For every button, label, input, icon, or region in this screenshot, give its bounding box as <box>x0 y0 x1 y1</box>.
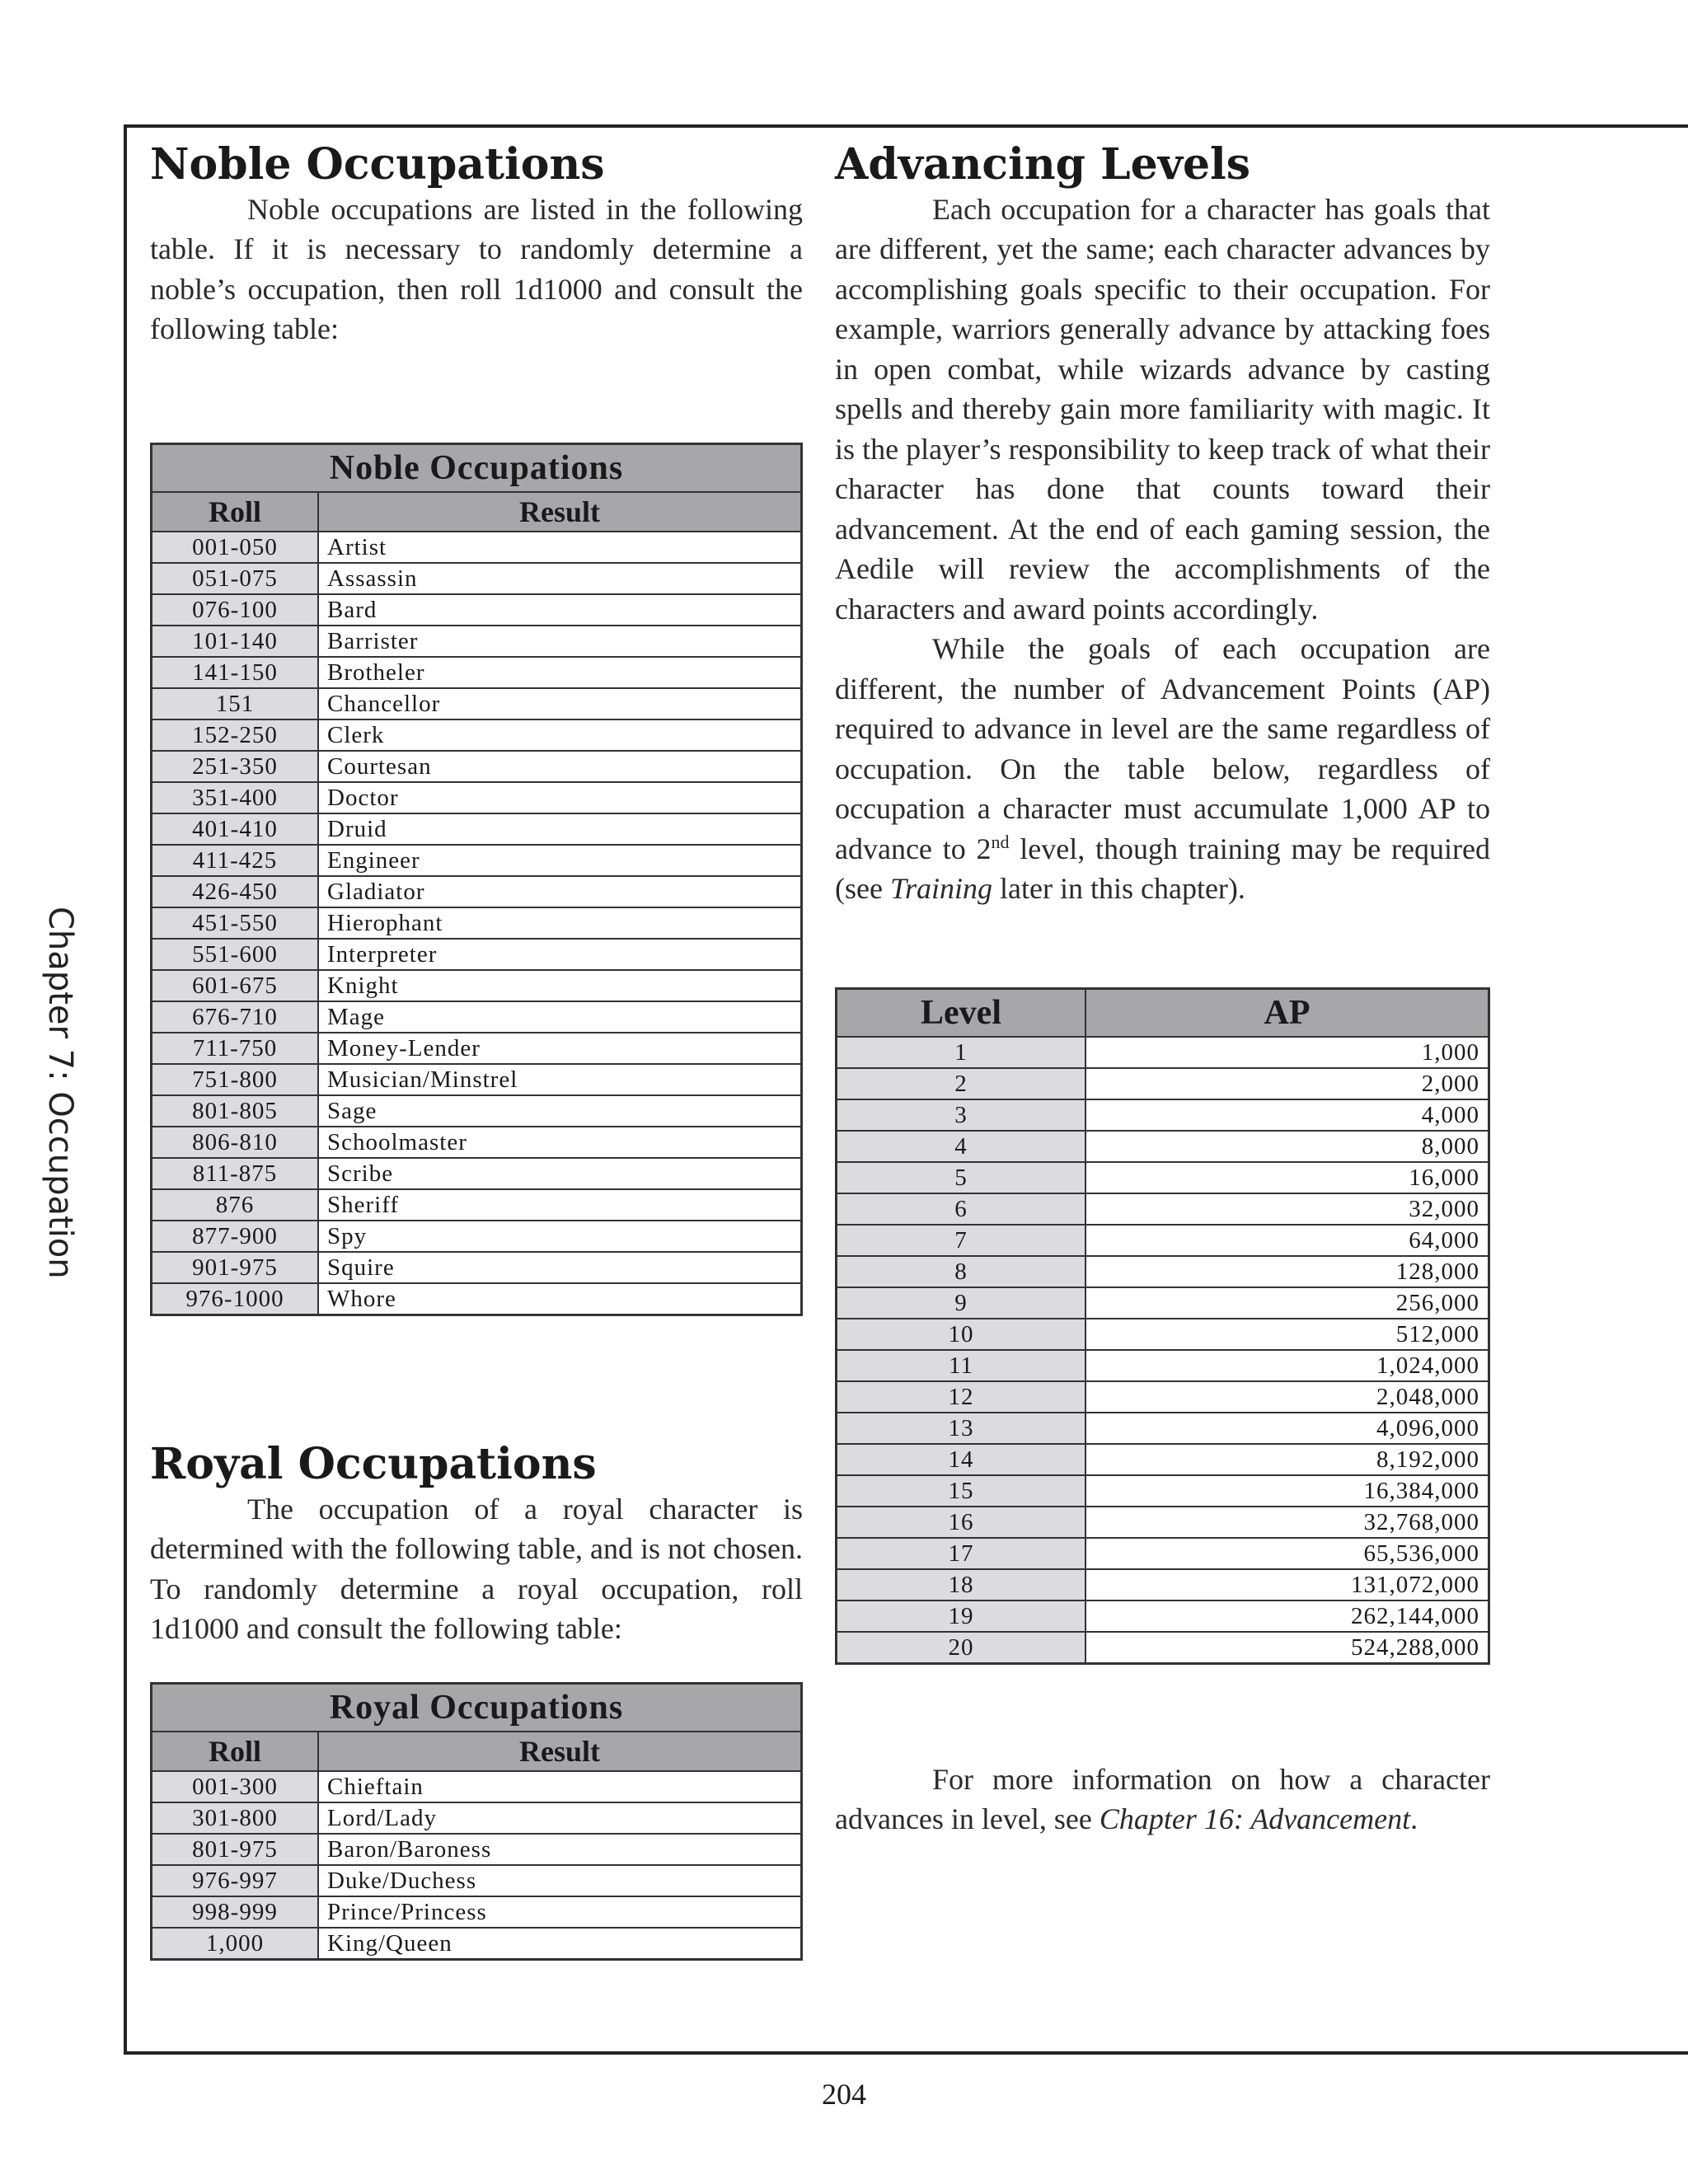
advancing-paragraph-2: While the goals of each occupation are different, the number of Advancement Points (AP) required to advance in level are the same regardless of occupation. On the table below, regardless of occupation a character must accumulate 1,000 AP to advance to 2nd level, though training may be required (see Training later in this chapter). <box>835 632 1490 906</box>
level-row-level: 10 <box>837 1319 1086 1350</box>
level-row <box>837 1538 1489 1569</box>
noble-row-result: Courtesan <box>318 751 802 782</box>
royal-table-title: Royal Occupations <box>152 1683 802 1732</box>
noble-row <box>152 907 802 939</box>
level-row <box>837 1601 1489 1632</box>
level-row-level: 3 <box>837 1099 1086 1131</box>
level-row-level: 2 <box>837 1068 1086 1099</box>
level-row <box>837 1287 1489 1319</box>
noble-row-result: Interpreter <box>318 939 802 970</box>
level-row-ap: 2,000 <box>1085 1068 1489 1099</box>
noble-row-result: Sage <box>318 1095 802 1127</box>
level-row-level: 4 <box>837 1131 1086 1162</box>
noble-row-result: Brotheler <box>318 657 802 688</box>
level-row-ap: 32,768,000 <box>1085 1507 1489 1538</box>
royal-col-result: Result <box>318 1732 802 1771</box>
noble-row-result: Assassin <box>318 563 802 594</box>
level-row-ap: 4,096,000 <box>1085 1413 1489 1444</box>
royal-heading: Royal Occupations <box>150 1438 597 1489</box>
training-reference: Training <box>889 872 993 906</box>
noble-row <box>152 939 802 970</box>
noble-row-roll: 806-810 <box>152 1127 319 1158</box>
levels-col-ap: AP <box>1085 988 1489 1037</box>
level-row-ap: 32,000 <box>1085 1193 1489 1225</box>
level-row <box>837 1099 1489 1131</box>
noble-row-roll: 901-975 <box>152 1252 319 1283</box>
level-row <box>837 1256 1489 1287</box>
royal-paragraph: The occupation of a royal character is determined with the following table, and is not chosen. To randomly determine a royal occupation, roll 1d1000 and consult the following table: <box>150 1492 803 1646</box>
levels-table <box>835 987 1490 1665</box>
noble-row <box>152 719 802 751</box>
level-row-level: 13 <box>837 1413 1086 1444</box>
noble-row-roll: 401-410 <box>152 813 319 845</box>
royal-row-result: Prince/Princess <box>318 1896 802 1928</box>
noble-row-roll: 251-350 <box>152 751 319 782</box>
noble-row <box>152 1001 802 1033</box>
noble-row <box>152 594 802 626</box>
level-row-ap: 16,384,000 <box>1085 1475 1489 1507</box>
royal-row-result: King/Queen <box>318 1928 802 1960</box>
noble-row-roll: 751-800 <box>152 1064 319 1095</box>
noble-row-roll: 451-550 <box>152 907 319 939</box>
noble-table <box>150 443 803 1316</box>
royal-row-roll: 998-999 <box>152 1896 319 1928</box>
noble-row <box>152 657 802 688</box>
noble-row-result: Doctor <box>318 782 802 813</box>
page-number: 204 <box>822 2078 866 2111</box>
noble-row-result: Druid <box>318 813 802 845</box>
noble-row <box>152 970 802 1001</box>
royal-row-result: Duke/Duchess <box>318 1865 802 1896</box>
noble-row-result: Schoolmaster <box>318 1127 802 1158</box>
noble-row-result: Mage <box>318 1001 802 1033</box>
noble-row <box>152 751 802 782</box>
royal-row <box>152 1865 802 1896</box>
noble-row-result: Knight <box>318 970 802 1001</box>
royal-row-roll: 301-800 <box>152 1802 319 1834</box>
royal-row <box>152 1928 802 1960</box>
noble-row <box>152 532 802 563</box>
noble-col-roll: Roll <box>152 492 319 532</box>
level-row-ap: 16,000 <box>1085 1162 1489 1193</box>
level-row <box>837 1193 1489 1225</box>
noble-row-roll: 141-150 <box>152 657 319 688</box>
level-row <box>837 1068 1489 1099</box>
noble-row-roll: 877-900 <box>152 1221 319 1252</box>
noble-row-result: Squire <box>318 1252 802 1283</box>
noble-row <box>152 688 802 719</box>
levels-col-level: Level <box>837 988 1086 1037</box>
level-row-level: 9 <box>837 1287 1086 1319</box>
level-row-level: 15 <box>837 1475 1086 1507</box>
royal-row <box>152 1802 802 1834</box>
level-row-level: 14 <box>837 1444 1086 1475</box>
level-row-ap: 1,024,000 <box>1085 1350 1489 1381</box>
noble-row <box>152 626 802 657</box>
noble-table-title: Noble Occupations <box>152 443 802 492</box>
noble-row-roll: 551-600 <box>152 939 319 970</box>
level-row-ap: 2,048,000 <box>1085 1381 1489 1413</box>
noble-row-result: Sheriff <box>318 1189 802 1221</box>
noble-row-result: Money-Lender <box>318 1033 802 1064</box>
noble-row <box>152 1252 802 1283</box>
chapter-side-label: Chapter 7: Occupation <box>41 907 79 1279</box>
noble-row-roll: 076-100 <box>152 594 319 626</box>
royal-row-result: Chieftain <box>318 1771 802 1802</box>
level-row-level: 19 <box>837 1601 1086 1632</box>
noble-row <box>152 813 802 845</box>
level-row-ap: 256,000 <box>1085 1287 1489 1319</box>
noble-table-body <box>152 532 802 1315</box>
noble-row <box>152 1221 802 1252</box>
right-column <box>835 140 1490 1840</box>
noble-row-roll: 001-050 <box>152 532 319 563</box>
advancing-paragraph-1: Each occupation for a character has goals that are different, yet the same; each character advances by accomplishing goals specific to their occupation. For example, warriors generally advance by attacking foes in open combat, while wizards advance by casting spells and thereby gain more familiarity with magic. It is the player’s responsibility to keep track of what their character has done that counts toward their advancement. At the end of each gaming session, the Aedile will review the accomplishments of the characters and award points accordingly. <box>835 192 1490 626</box>
noble-row-roll: 152-250 <box>152 719 319 751</box>
noble-row-result: Hierophant <box>318 907 802 939</box>
advancement-footer-paragraph: For more information on how a character advances in level, see Chapter 16: Advancement. <box>835 1762 1490 1836</box>
noble-row-result: Musician/Minstrel <box>318 1064 802 1095</box>
royal-row <box>152 1834 802 1865</box>
level-row <box>837 1037 1489 1068</box>
noble-row-result: Spy <box>318 1221 802 1252</box>
level-row-ap: 262,144,000 <box>1085 1601 1489 1632</box>
royal-row-roll: 1,000 <box>152 1928 319 1960</box>
level-row-ap: 128,000 <box>1085 1256 1489 1287</box>
level-row-ap: 8,000 <box>1085 1131 1489 1162</box>
level-row <box>837 1475 1489 1507</box>
noble-row-roll: 711-750 <box>152 1033 319 1064</box>
noble-row-result: Chancellor <box>318 688 802 719</box>
noble-row-roll: 976-1000 <box>152 1283 319 1315</box>
level-row-level: 1 <box>837 1037 1086 1068</box>
level-row <box>837 1319 1489 1350</box>
noble-paragraph: Noble occupations are listed in the following table. If it is necessary to randomly determine a noble’s occupation, then roll 1d1000 and consult the following table: <box>150 192 803 346</box>
level-row <box>837 1162 1489 1193</box>
noble-row-roll: 801-805 <box>152 1095 319 1127</box>
level-row-level: 8 <box>837 1256 1086 1287</box>
noble-row <box>152 1064 802 1095</box>
noble-row <box>152 845 802 876</box>
level-row <box>837 1413 1489 1444</box>
noble-row-result: Whore <box>318 1283 802 1315</box>
noble-row-roll: 426-450 <box>152 876 319 907</box>
level-row-level: 6 <box>837 1193 1086 1225</box>
noble-row <box>152 1189 802 1221</box>
noble-row-roll: 151 <box>152 688 319 719</box>
level-row-ap: 4,000 <box>1085 1099 1489 1131</box>
noble-row-roll: 411-425 <box>152 845 319 876</box>
level-row-ap: 1,000 <box>1085 1037 1489 1068</box>
level-row-level: 17 <box>837 1538 1086 1569</box>
level-row <box>837 1131 1489 1162</box>
level-row-level: 20 <box>837 1632 1086 1664</box>
level-row <box>837 1444 1489 1475</box>
level-row-level: 7 <box>837 1225 1086 1256</box>
noble-row-result: Barrister <box>318 626 802 657</box>
level-row-ap: 8,192,000 <box>1085 1444 1489 1475</box>
noble-row <box>152 876 802 907</box>
level-row-level: 16 <box>837 1507 1086 1538</box>
level-row-ap: 65,536,000 <box>1085 1538 1489 1569</box>
level-row <box>837 1225 1489 1256</box>
level-row-ap: 64,000 <box>1085 1225 1489 1256</box>
noble-row-result: Scribe <box>318 1158 802 1189</box>
noble-row <box>152 1283 802 1315</box>
noble-row-result: Artist <box>318 532 802 563</box>
level-row-ap: 524,288,000 <box>1085 1632 1489 1664</box>
noble-row <box>152 1127 802 1158</box>
noble-row <box>152 1158 802 1189</box>
royal-row-result: Lord/Lady <box>318 1802 802 1834</box>
noble-row-result: Bard <box>318 594 802 626</box>
royal-table-body <box>152 1771 802 1960</box>
royal-col-roll: Roll <box>152 1732 319 1771</box>
royal-row <box>152 1896 802 1928</box>
noble-row <box>152 1095 802 1127</box>
levels-table-body <box>837 1037 1489 1664</box>
noble-row-roll: 051-075 <box>152 563 319 594</box>
advancement-chapter-reference: Chapter 16: Advancement <box>1099 1802 1411 1836</box>
noble-row <box>152 563 802 594</box>
left-column <box>150 140 803 1961</box>
noble-row <box>152 1033 802 1064</box>
level-row-ap: 131,072,000 <box>1085 1569 1489 1601</box>
noble-row-roll: 811-875 <box>152 1158 319 1189</box>
advancing-heading: Advancing Levels <box>835 139 1251 190</box>
noble-heading: Noble Occupations <box>150 139 605 190</box>
royal-row-roll: 801-975 <box>152 1834 319 1865</box>
noble-row-result: Gladiator <box>318 876 802 907</box>
royal-row-roll: 001-300 <box>152 1771 319 1802</box>
royal-row <box>152 1771 802 1802</box>
noble-row <box>152 782 802 813</box>
noble-row-roll: 876 <box>152 1189 319 1221</box>
level-row-level: 18 <box>837 1569 1086 1601</box>
noble-row-roll: 601-675 <box>152 970 319 1001</box>
royal-row-result: Baron/Baroness <box>318 1834 802 1865</box>
level-row <box>837 1381 1489 1413</box>
level-row-level: 5 <box>837 1162 1086 1193</box>
noble-col-result: Result <box>318 492 802 532</box>
noble-row-roll: 351-400 <box>152 782 319 813</box>
level-row <box>837 1507 1489 1538</box>
level-row-level: 11 <box>837 1350 1086 1381</box>
level-row <box>837 1632 1489 1664</box>
noble-row-result: Engineer <box>318 845 802 876</box>
level-row <box>837 1569 1489 1601</box>
royal-row-roll: 976-997 <box>152 1865 319 1896</box>
noble-row-roll: 101-140 <box>152 626 319 657</box>
royal-table <box>150 1682 803 1961</box>
level-row-level: 12 <box>837 1381 1086 1413</box>
level-row <box>837 1350 1489 1381</box>
noble-row-roll: 676-710 <box>152 1001 319 1033</box>
noble-row-result: Clerk <box>318 719 802 751</box>
level-row-ap: 512,000 <box>1085 1319 1489 1350</box>
